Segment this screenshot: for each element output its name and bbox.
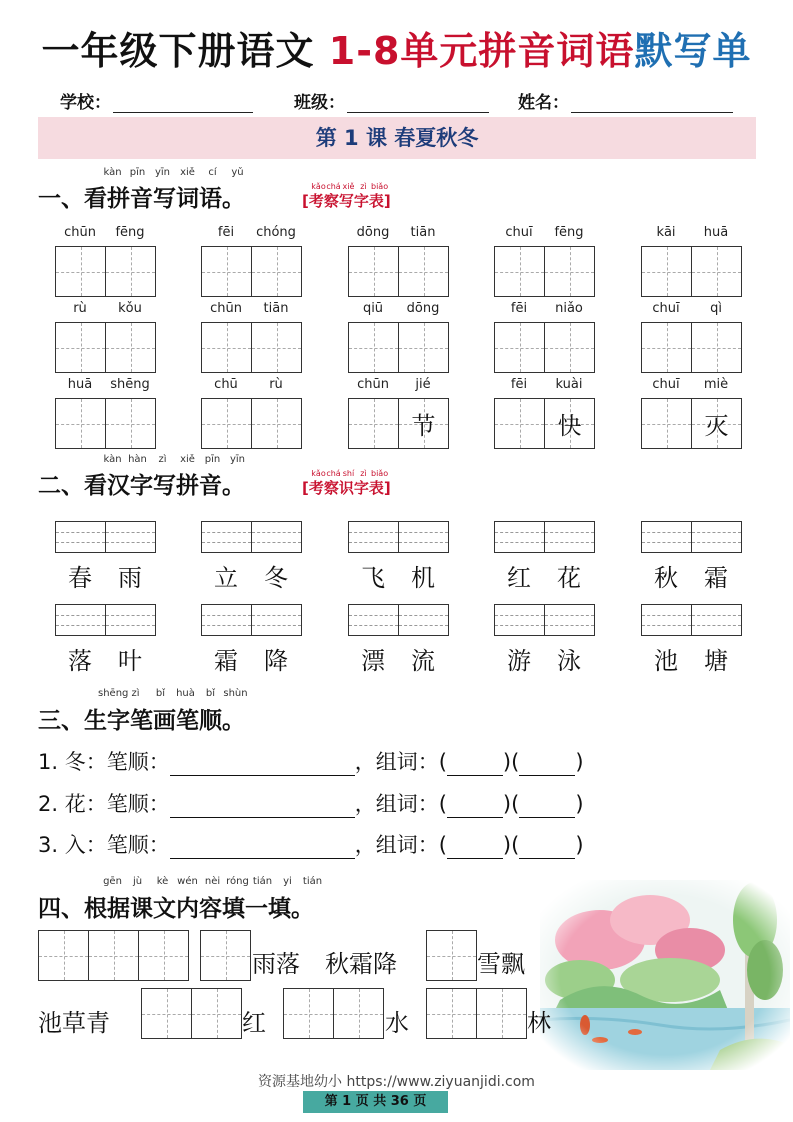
pinyin-syllable: bǐ [205, 688, 216, 699]
writing-box[interactable] [641, 398, 742, 449]
pinyin-syllable: zì [158, 454, 167, 465]
fill-cell[interactable] [142, 989, 191, 1038]
word-label: ，组词： [354, 792, 439, 816]
fill-box[interactable] [426, 930, 477, 981]
lesson-banner: 第 1 课 春夏秋冬 [38, 117, 756, 159]
word-pinyin [55, 301, 155, 316]
pinyin-syllable: gēn [103, 876, 122, 887]
writing-cell[interactable] [56, 247, 105, 296]
paren-close: ) [575, 833, 584, 857]
word-pinyin [348, 377, 448, 392]
given-character [399, 247, 448, 296]
pinyin-syllable: xiě [180, 454, 195, 465]
name-label: 姓名： [518, 93, 569, 113]
hanzi-character: 红 [507, 564, 531, 592]
hanzi-character: 池 [654, 647, 678, 675]
writing-cell[interactable] [251, 399, 301, 448]
hanzi-character: 叶 [118, 647, 142, 675]
pinyin-syllable: huā [703, 225, 729, 240]
pinyin-syllable: biǎo [371, 469, 389, 478]
word-pinyin [55, 377, 155, 392]
hanzi-character: 漂 [361, 647, 385, 675]
word-pinyin [201, 301, 301, 316]
pinyin-lines[interactable] [691, 522, 741, 552]
hanzi-word [201, 641, 301, 676]
pinyin-syllable: chuī [505, 225, 533, 240]
pinyin-syllable: chuī [652, 301, 680, 316]
hanzi-character: 秋 [654, 564, 678, 592]
writing-cell[interactable] [691, 399, 741, 448]
hanzi-character: 机 [411, 564, 435, 592]
writing-cell[interactable] [691, 323, 741, 372]
section-1-title: 一、看拼音写词语。 [38, 186, 245, 212]
given-character [56, 399, 105, 448]
pinyin-syllable: biǎo [371, 182, 389, 191]
fill-box[interactable] [141, 988, 242, 1039]
section-2-tag: [考察识字表] [302, 479, 391, 497]
pinyin-syllable: chūn [357, 377, 389, 392]
writing-box[interactable] [348, 322, 449, 373]
word-pinyin [348, 301, 448, 316]
pinyin-syllable: tiān [263, 301, 289, 316]
pinyin-writing-box[interactable] [494, 604, 595, 636]
pinyin-syllable: xiě [180, 167, 195, 178]
word-pinyin [494, 377, 594, 392]
word-pinyin [55, 225, 155, 240]
paren-open: ( [511, 750, 520, 774]
given-character [349, 247, 398, 296]
pinyin-syllable: kàn [103, 454, 122, 465]
hanzi-character: 雨 [118, 564, 142, 592]
word-pinyin [494, 301, 594, 316]
given-character [349, 399, 398, 448]
pinyin-lines[interactable] [398, 522, 448, 552]
pinyin-syllable: miè [703, 377, 729, 392]
pinyin-lines[interactable] [642, 605, 691, 635]
stroke-order-question [38, 829, 584, 859]
pinyin-syllable: pīn [204, 454, 221, 465]
writing-cell[interactable] [495, 399, 544, 448]
stroke-order-question [38, 746, 584, 776]
pinyin-syllable: yīn [229, 454, 246, 465]
pinyin-writing-box[interactable] [348, 521, 449, 553]
pinyin-syllable: chūn [210, 301, 242, 316]
given-character [545, 247, 594, 296]
pinyin-syllable: fēng [554, 225, 584, 240]
hanzi-word [201, 558, 301, 593]
pinyin-syllable: chóng [256, 225, 296, 240]
fill-cell[interactable] [138, 931, 188, 980]
pinyin-writing-box[interactable] [201, 521, 302, 553]
given-character [495, 323, 544, 372]
pinyin-syllable: dōng [356, 225, 390, 240]
writing-cell[interactable] [495, 247, 544, 296]
writing-cell[interactable] [398, 323, 448, 372]
given-character [252, 323, 301, 372]
school-label: 学校： [60, 93, 111, 113]
given-character [545, 323, 594, 372]
paren-open: ( [438, 792, 447, 816]
writing-cell[interactable] [56, 323, 105, 372]
pinyin-syllable: shēng [110, 377, 150, 392]
pinyin-syllable: dōng [406, 301, 440, 316]
pinyin-lines[interactable] [495, 605, 544, 635]
word-label: ，组词： [354, 750, 439, 774]
paren-open: ( [438, 833, 447, 857]
pinyin-lines[interactable] [398, 605, 448, 635]
question-prefix: 3. 入：笔顺： [38, 833, 170, 857]
given-character [202, 323, 251, 372]
pinyin-syllable: qì [710, 301, 722, 316]
poem-text: 红 [242, 1009, 266, 1037]
given-character: 快 [557, 412, 582, 440]
given-character [106, 399, 155, 448]
writing-cell[interactable] [349, 247, 398, 296]
pinyin-syllable: chá [326, 469, 341, 478]
hanzi-word [55, 641, 155, 676]
writing-cell[interactable] [398, 399, 448, 448]
word-blank[interactable] [519, 838, 575, 859]
pinyin-syllable: shí [342, 469, 355, 478]
section-3-title: 三、生字笔画笔顺。 [38, 708, 245, 734]
fill-cell[interactable] [476, 989, 526, 1038]
given-character: 灭 [704, 412, 729, 440]
school-line[interactable] [113, 96, 253, 113]
pinyin-syllable: huā [67, 377, 93, 392]
pinyin-lines[interactable] [202, 522, 251, 552]
writing-cell[interactable] [642, 323, 691, 372]
word-blank[interactable] [519, 755, 575, 776]
hanzi-word [494, 558, 594, 593]
pinyin-syllable: shēng [98, 688, 129, 699]
pinyin-syllable: pīn [129, 167, 146, 178]
hanzi-character: 霜 [704, 564, 728, 592]
hanzi-character: 立 [214, 564, 238, 592]
hanzi-character: 游 [507, 647, 531, 675]
pinyin-lines[interactable] [495, 522, 544, 552]
word-blank[interactable] [447, 755, 503, 776]
pinyin-lines[interactable] [642, 522, 691, 552]
writing-box[interactable] [201, 246, 302, 297]
fill-box[interactable] [38, 930, 189, 981]
pinyin-syllable: kǎo [311, 469, 326, 478]
writing-cell[interactable] [398, 247, 448, 296]
writing-box[interactable] [201, 322, 302, 373]
writing-box[interactable] [641, 322, 742, 373]
hanzi-character: 塘 [704, 647, 728, 675]
pinyin-syllable: shùn [223, 688, 248, 699]
section-2-title: 二、看汉字写拼音。 [38, 473, 245, 499]
pinyin-syllable: rù [73, 301, 87, 316]
pinyin-lines[interactable] [349, 605, 398, 635]
pinyin-syllable: jù [132, 876, 143, 887]
pinyin-lines[interactable] [544, 522, 594, 552]
pinyin-syllable: tián [252, 876, 273, 887]
paren-close: ) [575, 750, 584, 774]
hanzi-character: 飞 [361, 564, 385, 592]
writing-box[interactable] [55, 322, 156, 373]
hanzi-word [348, 641, 448, 676]
pinyin-writing-box[interactable] [641, 521, 742, 553]
writing-cell[interactable] [544, 399, 594, 448]
writing-cell[interactable] [202, 399, 251, 448]
writing-cell[interactable] [544, 247, 594, 296]
title-part-1: 一年级下册语文 [41, 29, 315, 73]
hanzi-character: 落 [68, 647, 92, 675]
fill-cell[interactable] [201, 931, 250, 980]
given-character [202, 247, 251, 296]
writing-cell[interactable] [251, 323, 301, 372]
fill-cell[interactable] [39, 931, 88, 980]
writing-cell[interactable] [349, 399, 398, 448]
poem-text: 雨落 [252, 950, 300, 978]
question-prefix: 2. 花：笔顺： [38, 792, 170, 816]
word-pinyin [201, 377, 301, 392]
writing-cell[interactable] [105, 399, 155, 448]
hanzi-word [641, 641, 741, 676]
page-title [0, 20, 793, 75]
given-character [106, 247, 155, 296]
stroke-order-blank[interactable] [170, 838, 355, 859]
fill-cell[interactable] [427, 989, 476, 1038]
pinyin-lines[interactable] [105, 522, 155, 552]
class-field[interactable] [294, 88, 489, 113]
hanzi-word [494, 641, 594, 676]
pinyin-syllable: fēng [115, 225, 145, 240]
landscape-illustration [540, 880, 790, 1070]
given-character [349, 323, 398, 372]
paren-open: ( [511, 833, 520, 857]
writing-box[interactable] [55, 398, 156, 449]
pinyin-syllable: kè [156, 876, 169, 887]
class-label: 班级： [294, 93, 345, 113]
hanzi-character: 花 [557, 564, 581, 592]
fill-cell[interactable] [88, 931, 138, 980]
school-field[interactable] [60, 88, 253, 113]
given-character [56, 247, 105, 296]
given-character [399, 323, 448, 372]
pinyin-syllable: cí [208, 167, 217, 178]
title-part-3: 默写单 [634, 29, 752, 73]
pinyin-syllable: bǐ [155, 688, 166, 699]
pinyin-writing-box[interactable] [494, 521, 595, 553]
pinyin-syllable: kǎo [311, 182, 326, 191]
pinyin-writing-box[interactable] [348, 604, 449, 636]
word-pinyin [641, 225, 741, 240]
source-footer: 资源基地幼小 https://www.ziyuanjidi.com [258, 1074, 535, 1090]
hanzi-word [55, 558, 155, 593]
pinyin-syllable: kuài [555, 377, 583, 392]
pinyin-writing-box[interactable] [55, 604, 156, 636]
question-prefix: 1. 冬：笔顺： [38, 750, 170, 774]
poem-text: 水 [385, 1009, 409, 1037]
word-pinyin [201, 225, 301, 240]
pinyin-syllable: zì [360, 182, 367, 191]
pinyin-syllable: kāi [656, 225, 676, 240]
paren-close: ) [502, 833, 512, 857]
pinyin-writing-box[interactable] [55, 521, 156, 553]
word-blank[interactable] [447, 838, 503, 859]
writing-box[interactable] [494, 246, 595, 297]
pinyin-lines[interactable] [251, 605, 301, 635]
hanzi-word [641, 558, 741, 593]
word-pinyin [641, 377, 741, 392]
pinyin-syllable: róng [226, 876, 249, 887]
pinyin-syllable: chuī [652, 377, 680, 392]
given-character [495, 247, 544, 296]
hanzi-character: 降 [264, 647, 288, 675]
title-part-2: 1-8单元拼音词语 [328, 29, 635, 73]
word-pinyin [641, 301, 741, 316]
page-number: 第 1 页 共 36 页 [303, 1091, 448, 1113]
given-character [692, 247, 741, 296]
name-field[interactable] [518, 88, 733, 113]
stroke-order-blank[interactable] [170, 755, 355, 776]
pinyin-syllable: jié [415, 377, 431, 392]
writing-box[interactable] [201, 398, 302, 449]
pinyin-syllable: chá [326, 182, 341, 191]
writing-box[interactable] [641, 246, 742, 297]
pinyin-syllable: fēi [510, 377, 528, 392]
poem-text: 秋霜降 [325, 950, 397, 978]
hanzi-character: 泳 [557, 647, 581, 675]
fill-box[interactable] [426, 988, 527, 1039]
writing-cell[interactable] [105, 247, 155, 296]
pinyin-lines[interactable] [56, 605, 105, 635]
pinyin-syllable: nèi [204, 876, 221, 887]
poem-text: 雪飘 [477, 950, 525, 978]
pinyin-syllable: yǔ [231, 167, 244, 178]
fill-box[interactable] [283, 988, 384, 1039]
given-character [642, 323, 691, 372]
stroke-order-blank[interactable] [170, 797, 355, 818]
writing-cell[interactable] [105, 323, 155, 372]
given-character [56, 323, 105, 372]
writing-cell[interactable] [642, 247, 691, 296]
pinyin-syllable: niǎo [555, 301, 583, 316]
poem-text: 池草青 [38, 1009, 110, 1037]
pinyin-syllable: fēi [217, 225, 235, 240]
section-1-tag: [考察写字表] [302, 192, 391, 210]
pinyin-syllable: huà [176, 688, 195, 699]
poem-text: 林 [527, 1009, 551, 1037]
hanzi-character: 春 [68, 564, 92, 592]
hanzi-character: 冬 [264, 564, 288, 592]
pinyin-syllable: chū [214, 377, 238, 392]
pinyin-syllable: kǒu [118, 301, 142, 316]
section-4-title: 四、根据课文内容填一填。 [38, 896, 314, 922]
given-character [642, 247, 691, 296]
fill-box[interactable] [200, 930, 251, 981]
fill-cell[interactable] [427, 931, 476, 980]
pinyin-syllable: qiū [362, 301, 384, 316]
writing-cell[interactable] [202, 323, 251, 372]
pinyin-syllable: tiān [410, 225, 436, 240]
writing-cell[interactable] [202, 247, 251, 296]
word-label: ，组词： [354, 833, 439, 857]
word-blank[interactable] [447, 797, 503, 818]
fill-cell[interactable] [284, 989, 333, 1038]
given-character [252, 247, 301, 296]
pinyin-syllable: yi [283, 876, 292, 887]
pinyin-syllable: rù [269, 377, 283, 392]
writing-box[interactable] [348, 246, 449, 297]
pinyin-syllable: yīn [154, 167, 171, 178]
hanzi-character: 霜 [214, 647, 238, 675]
pinyin-lines[interactable] [251, 522, 301, 552]
pinyin-writing-box[interactable] [201, 604, 302, 636]
class-line[interactable] [347, 96, 489, 113]
writing-box[interactable] [348, 398, 449, 449]
writing-cell[interactable] [642, 399, 691, 448]
writing-box[interactable] [55, 246, 156, 297]
pinyin-syllable: wén [177, 876, 198, 887]
writing-cell[interactable] [691, 247, 741, 296]
paren-close: ) [575, 792, 584, 816]
paren-open: ( [438, 750, 447, 774]
given-character [202, 399, 251, 448]
given-character [106, 323, 155, 372]
pinyin-syllable: fēi [510, 301, 528, 316]
word-pinyin [494, 225, 594, 240]
writing-cell[interactable] [56, 399, 105, 448]
pinyin-writing-box[interactable] [641, 604, 742, 636]
word-blank[interactable] [519, 797, 575, 818]
paren-close: ) [502, 750, 512, 774]
word-pinyin [348, 225, 448, 240]
writing-cell[interactable] [495, 323, 544, 372]
given-character [495, 399, 544, 448]
writing-box[interactable] [494, 398, 595, 449]
pinyin-lines[interactable] [105, 605, 155, 635]
writing-cell[interactable] [544, 323, 594, 372]
fill-cell[interactable] [191, 989, 241, 1038]
given-character: 节 [411, 412, 436, 440]
stroke-order-question [38, 788, 584, 818]
pinyin-syllable: xiě [342, 182, 355, 191]
pinyin-syllable: hàn [128, 454, 147, 465]
pinyin-lines[interactable] [349, 522, 398, 552]
paren-open: ( [511, 792, 520, 816]
pinyin-syllable: chūn [64, 225, 96, 240]
pinyin-lines[interactable] [544, 605, 594, 635]
pinyin-lines[interactable] [56, 522, 105, 552]
writing-box[interactable] [494, 322, 595, 373]
writing-cell[interactable] [251, 247, 301, 296]
fill-cell[interactable] [333, 989, 383, 1038]
paren-close: ) [502, 792, 512, 816]
pinyin-syllable: zì [360, 469, 367, 478]
given-character [692, 323, 741, 372]
pinyin-syllable: zì [131, 688, 140, 699]
hanzi-character: 流 [411, 647, 435, 675]
given-character [642, 399, 691, 448]
pinyin-lines[interactable] [691, 605, 741, 635]
pinyin-lines[interactable] [202, 605, 251, 635]
name-line[interactable] [571, 96, 733, 113]
given-character [252, 399, 301, 448]
hanzi-word [348, 558, 448, 593]
pinyin-syllable: kàn [103, 167, 122, 178]
pinyin-syllable: tián [302, 876, 323, 887]
writing-cell[interactable] [349, 323, 398, 372]
